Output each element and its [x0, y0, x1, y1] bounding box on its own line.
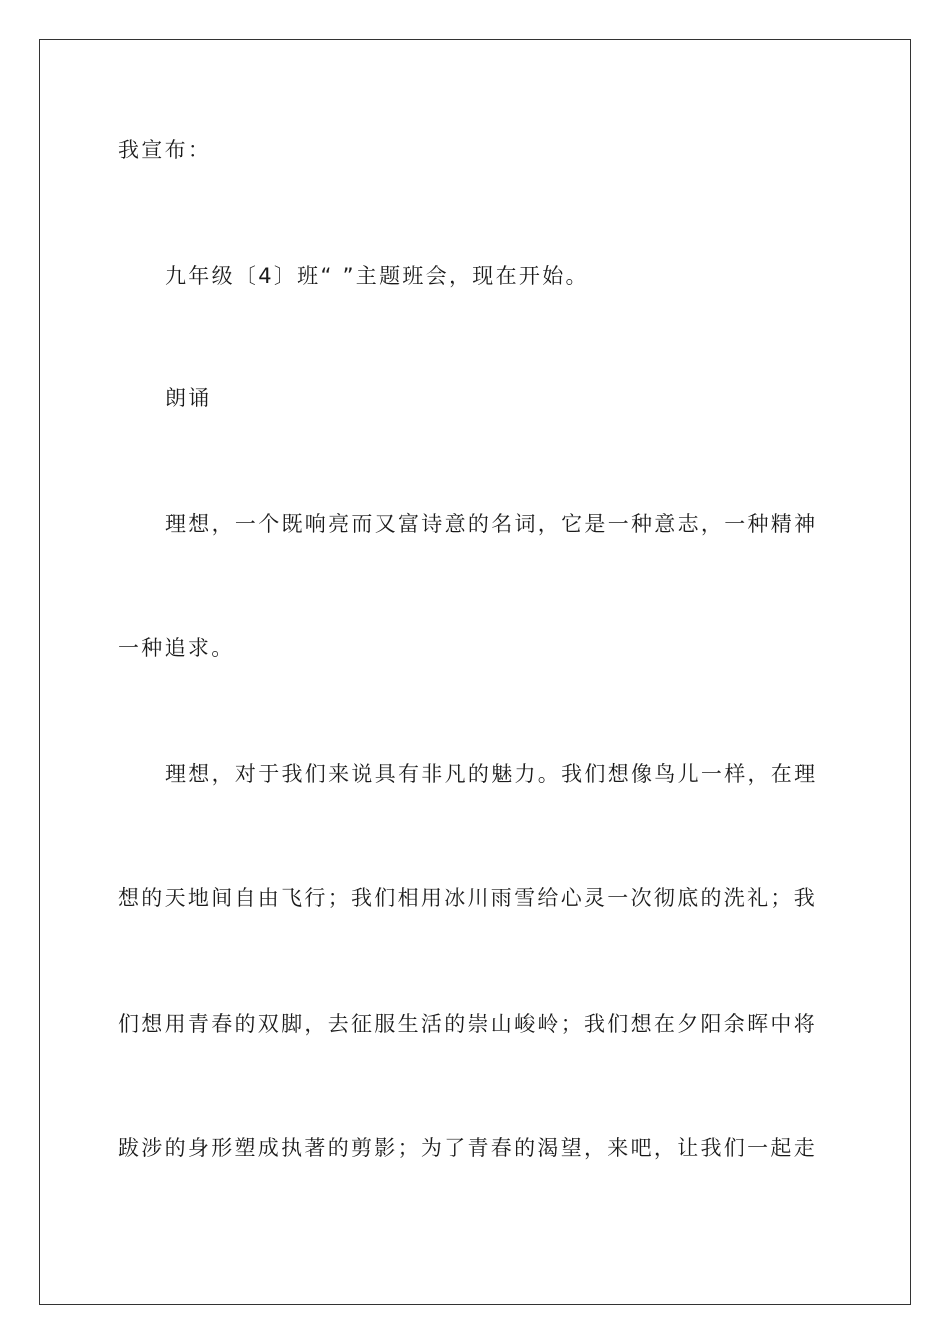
page-border	[39, 39, 911, 1305]
paragraph-line: 理想，对于我们来说具有非凡的魅力。我们想像鸟儿一样，在理	[165, 762, 818, 786]
paragraph-line: 们想用青春的双脚，去征服生活的崇山峻岭；我们想在夕阳余晖中将	[118, 1012, 817, 1036]
paragraph-line: 一种追求。	[118, 636, 235, 660]
paragraph-line: 想的天地间自由飞行；我们相用冰川雨雪给心灵一次彻底的洗礼；我	[118, 886, 817, 910]
announcement-line: 我宣布：	[118, 138, 212, 162]
paragraph-line: 理想，一个既响亮而又富诗意的名词，它是一种意志，一种精神	[165, 512, 818, 536]
section-heading-recitation: 朗诵	[165, 386, 212, 410]
opening-line: 九年级〔4〕班“ ”主题班会，现在开始。	[165, 264, 589, 288]
paragraph-line: 跋涉的身形塑成执著的剪影；为了青春的渴望，来吧，让我们一起走	[118, 1136, 817, 1160]
